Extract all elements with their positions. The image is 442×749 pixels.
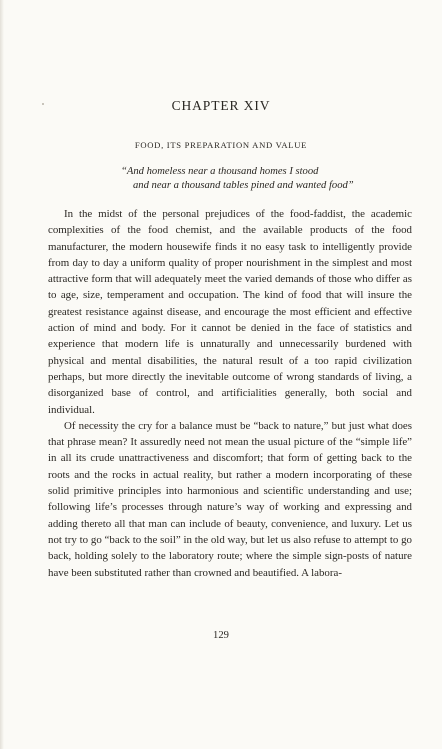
body-paragraph-2: Of necessity the cry for a balance must be “back to nature,” but just what does that phrase mean? It assuredly need not mean the usual picture of the “simple life” in all its crude unattractiveness and discomfort; that form of getting back to the roots and the rocks in actual reality, but rather a modern incorporating of these solid primitive principles into harmonious and scientific understanding and use; following life’s processes through nature’s way of working and expressing and adding thereto all that man can include of beauty, convenience, and luxury. Let us not try to go “back to the soil” in the old way, but let us also refuse to attempt to go back, holding solely to the laboratory route; where the simple sign-posts of nature have been substituted rather than crowned and beautified. A labora- bbox=[48, 419, 412, 579]
page-number: 129 bbox=[213, 630, 229, 641]
body-paragraph-1: In the midst of the personal prejudices of the food-faddist, the academic complexities of the food chemist, and the available products of the food manufacturer, the modern housewife finds it no easy task to intelligently provide from day to day a uniform quality of proper nourishment in the simplest and most attractive form that will adequately meet the varied demands of those who differ as to age, size, temperament and occupation. The kind of food that will insure the greatest resistance against disease, and encourage the most efficient and effective action of mind and body. For it cannot be denied in the face of statistics and experience that modern life is unnaturally and unnecessarily burdened with physical and mental disabilities, the natural result of a too rapid civilization perhaps, but more directly the inevitable outcome of wrong standards of living, a disorganized base of control, and artificialities generally, both social and individual. bbox=[48, 208, 412, 416]
epigraph bbox=[121, 165, 431, 193]
epigraph-line-1: “And homeless near a thousand homes I stood bbox=[121, 166, 319, 177]
body-text bbox=[48, 206, 412, 581]
epigraph-line-2: and near a thousand tables pined and wanted food” bbox=[133, 180, 354, 191]
section-title: FOOD, ITS PREPARATION AND VALUE bbox=[134, 140, 308, 150]
chapter-title: CHAPTER XIV bbox=[171, 98, 271, 113]
